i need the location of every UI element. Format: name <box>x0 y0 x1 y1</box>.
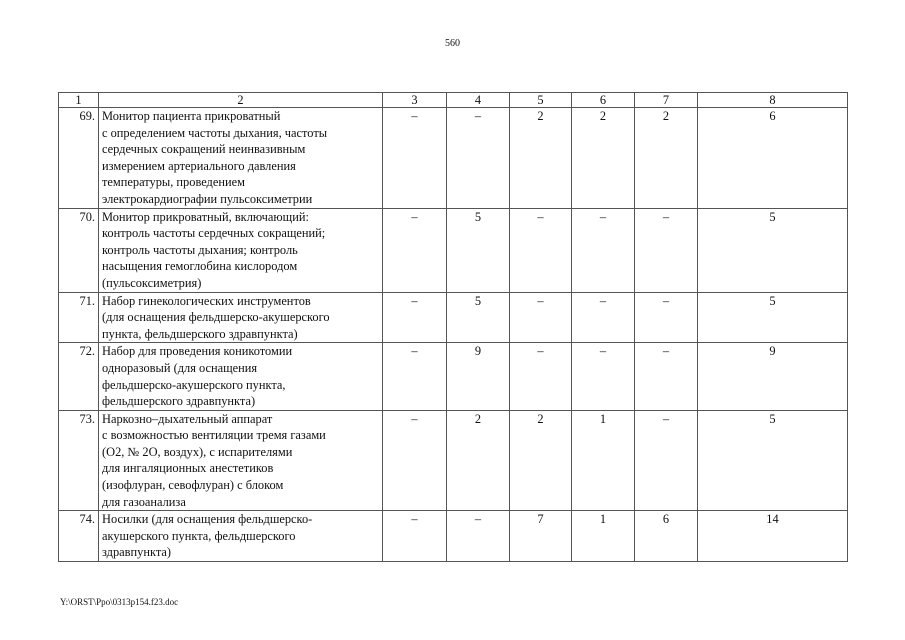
cell-col6: – <box>572 292 635 343</box>
table-row <box>59 511 848 562</box>
table-row <box>59 343 848 410</box>
row-number: 70. <box>59 208 99 292</box>
table-row <box>59 208 848 292</box>
cell-col4: 5 <box>447 292 510 343</box>
cell-col6: 1 <box>572 511 635 562</box>
cell-col4: – <box>447 108 510 209</box>
cell-total: 5 <box>698 208 848 292</box>
cell-col5: – <box>510 292 572 343</box>
cell-col5: 2 <box>510 410 572 511</box>
cell-col3: – <box>383 208 447 292</box>
item-name: Набор гинекологических инструментов (для оснащения фельдшерско-акушерского пункта, фельдшерского здравпункта) <box>99 292 383 343</box>
cell-col3: – <box>383 511 447 562</box>
cell-col4: – <box>447 511 510 562</box>
column-header: 1 <box>59 93 99 108</box>
item-name: Монитор прикроватный, включающий: контроль частоты сердечных сокращений; контроль частоты дыхания; контроль насыщения гемоглобина кислородом (пульсоксиметрия) <box>99 208 383 292</box>
cell-col6: 1 <box>572 410 635 511</box>
cell-col4: 9 <box>447 343 510 410</box>
cell-col7: – <box>635 208 698 292</box>
cell-col5: – <box>510 208 572 292</box>
cell-col7: – <box>635 410 698 511</box>
cell-col5: 7 <box>510 511 572 562</box>
cell-col5: – <box>510 343 572 410</box>
row-number: 69. <box>59 108 99 209</box>
column-header: 2 <box>99 93 383 108</box>
item-name: Наркозно–дыхательный аппарат с возможностью вентиляции тремя газами (O2, № 2O, воздух), с испарителями для ингаляционных анестетиков (изофлуран, севофлуран) с блоком для газоанализа <box>99 410 383 511</box>
cell-col3: – <box>383 410 447 511</box>
cell-col7: 6 <box>635 511 698 562</box>
row-number: 74. <box>59 511 99 562</box>
table-header-row <box>59 93 848 108</box>
column-header: 6 <box>572 93 635 108</box>
table-row <box>59 410 848 511</box>
row-number: 73. <box>59 410 99 511</box>
row-number: 72. <box>59 343 99 410</box>
cell-col7: – <box>635 292 698 343</box>
footer-file-path: Y:\ORST\Ppo\0313p154.f23.doc <box>60 597 179 607</box>
equipment-table <box>58 92 848 562</box>
cell-col4: 5 <box>447 208 510 292</box>
table-row <box>59 108 848 209</box>
cell-col6: – <box>572 208 635 292</box>
column-header: 7 <box>635 93 698 108</box>
cell-total: 9 <box>698 343 848 410</box>
cell-col4: 2 <box>447 410 510 511</box>
column-header: 4 <box>447 93 510 108</box>
item-name: Носилки (для оснащения фельдшерско- акушерского пункта, фельдшерского здравпункта) <box>99 511 383 562</box>
cell-col5: 2 <box>510 108 572 209</box>
cell-col6: 2 <box>572 108 635 209</box>
cell-col3: – <box>383 292 447 343</box>
item-name: Набор для проведения коникотомии одноразовый (для оснащения фельдшерско-акушерского пункта, фельдшерского здравпункта) <box>99 343 383 410</box>
cell-col6: – <box>572 343 635 410</box>
column-header: 3 <box>383 93 447 108</box>
item-name: Монитор пациента прикроватный с определением частоты дыхания, частоты сердечных сокращений неинвазивным измерением артериального давления температуры, проведением электрокардиографии пульсоксиметрии <box>99 108 383 209</box>
table-row <box>59 292 848 343</box>
page-number: 560 <box>445 38 460 49</box>
row-number: 71. <box>59 292 99 343</box>
cell-col3: – <box>383 343 447 410</box>
cell-total: 5 <box>698 410 848 511</box>
cell-total: 14 <box>698 511 848 562</box>
column-header: 8 <box>698 93 848 108</box>
cell-col7: – <box>635 343 698 410</box>
cell-total: 6 <box>698 108 848 209</box>
cell-total: 5 <box>698 292 848 343</box>
column-header: 5 <box>510 93 572 108</box>
cell-col3: – <box>383 108 447 209</box>
cell-col7: 2 <box>635 108 698 209</box>
